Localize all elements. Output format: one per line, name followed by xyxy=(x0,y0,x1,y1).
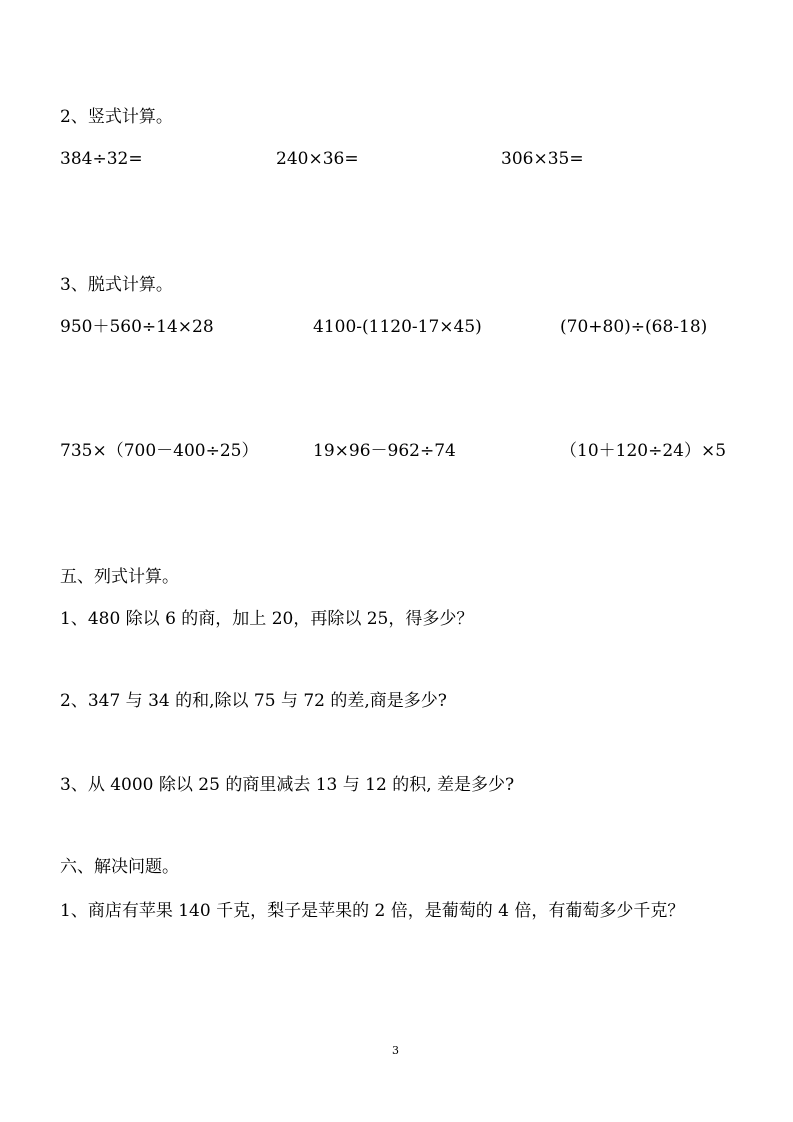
vertical-calc-problem-3: 306×35= xyxy=(501,149,584,169)
expression-question-1: 1、480 除以 6 的商，加上 20，再除以 25，得多少？ xyxy=(60,609,474,629)
expression-question-2: 2、347 与 34 的和,除以 75 与 72 的差,商是多少? xyxy=(60,691,447,711)
step-calc-problem-5: 19×96－962÷74 xyxy=(313,441,456,461)
step-calc-problem-3: (70+80)÷(68-18) xyxy=(560,317,708,337)
step-calc-problem-1: 950＋560÷14×28 xyxy=(60,317,214,337)
page-number: 3 xyxy=(392,1044,399,1057)
step-calc-problem-4: 735×（700－400÷25） xyxy=(60,441,259,461)
section-2-heading: 2、竖式计算。 xyxy=(60,107,173,127)
section-3-heading: 3、脱式计算。 xyxy=(60,275,173,295)
expression-question-3: 3、从 4000 除以 25 的商里减去 13 与 12 的积, 差是多少? xyxy=(60,775,515,795)
vertical-calc-problem-1: 384÷32= xyxy=(60,149,143,169)
section-6-heading: 六、解决问题。 xyxy=(60,857,179,877)
word-problem-1: 1、商店有苹果 140 千克，梨子是苹果的 2 倍，是葡萄的 4 倍，有葡萄多少千克？ xyxy=(60,901,685,921)
step-calc-problem-6: （10＋120÷24）×5 xyxy=(560,441,727,461)
section-5-heading: 五、列式计算。 xyxy=(60,567,179,587)
vertical-calc-problem-2: 240×36= xyxy=(276,149,359,169)
step-calc-problem-2: 4100-(1120-17×45) xyxy=(313,317,482,337)
